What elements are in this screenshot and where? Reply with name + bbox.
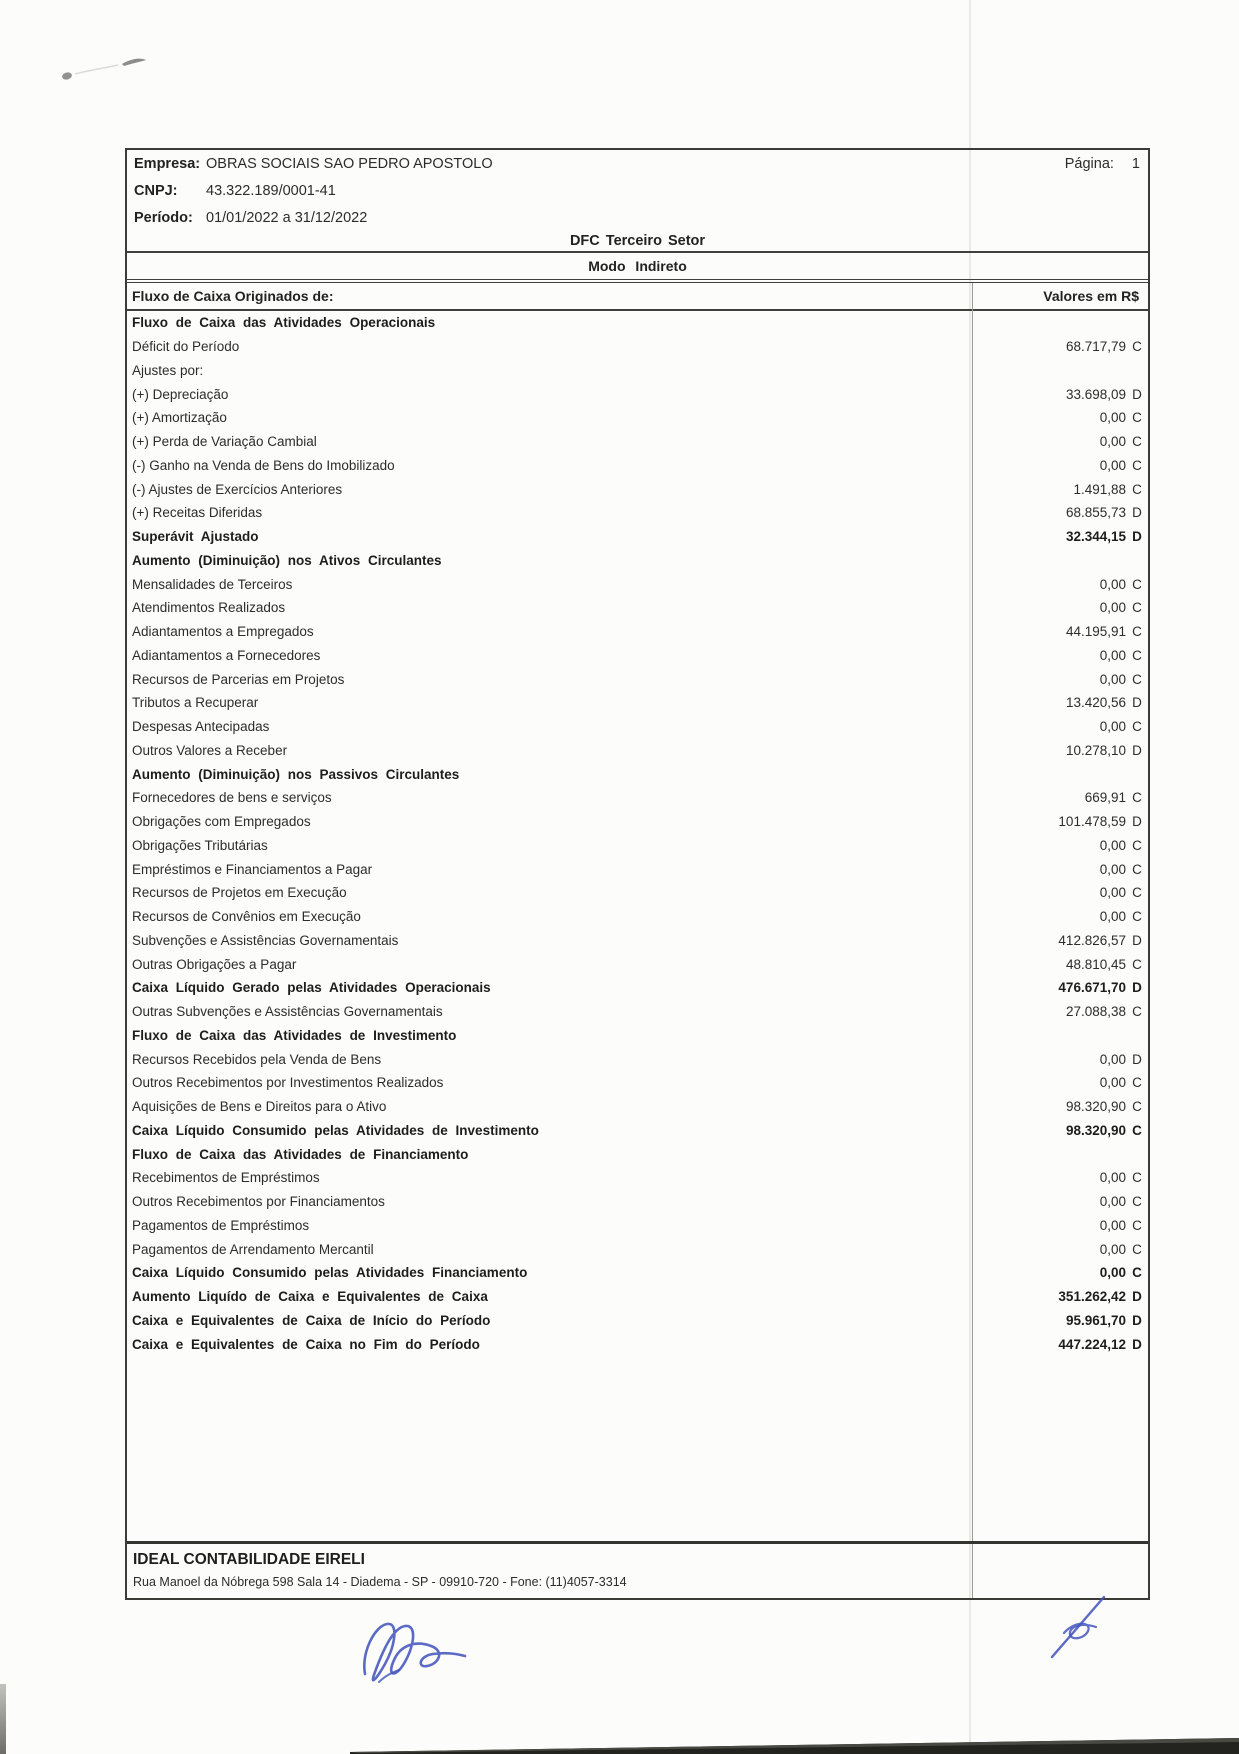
row-debit-credit-flag: C (1132, 1241, 1142, 1257)
table-row (127, 501, 1148, 525)
row-debit-credit-flag: C (1132, 576, 1142, 592)
table-row (127, 786, 1148, 810)
report-title: DFC Terceiro Setor (127, 231, 1148, 253)
row-value: 0,00 (1099, 719, 1126, 735)
value-column-divider (972, 283, 973, 1598)
row-label: Caixa Líquido Consumido pelas Atividades Financiamento (132, 1265, 528, 1281)
table-row (127, 406, 1148, 430)
header-row-periodo (127, 204, 1148, 231)
row-debit-credit-flag: C (1132, 909, 1142, 925)
row-debit-credit-flag: D (1132, 1312, 1142, 1328)
row-debit-credit-flag: C (1132, 481, 1142, 497)
table-row (127, 1309, 1148, 1333)
table-row (127, 549, 1148, 573)
report-box (125, 148, 1150, 1600)
row-debit-credit-flag: C (1132, 434, 1142, 450)
row-debit-credit-flag: C (1132, 1217, 1142, 1233)
row-value: 0,00 (1099, 1075, 1126, 1091)
table-row (127, 525, 1148, 549)
row-label: Recursos Recebidos pela Venda de Bens (132, 1051, 382, 1067)
table-row (127, 762, 1148, 786)
row-debit-credit-flag: D (1132, 1051, 1142, 1067)
row-debit-credit-flag: D (1132, 742, 1142, 758)
row-label: Recursos de Projetos em Execução (132, 885, 347, 901)
row-debit-credit-flag: C (1132, 956, 1142, 972)
row-value: 669,91 (1084, 790, 1126, 806)
row-debit-credit-flag: C (1132, 1122, 1142, 1138)
column-header-left: Fluxo de Caixa Originados de: (132, 288, 334, 304)
row-label: Ajustes por: (132, 362, 204, 378)
row-label: Recursos de Convênios em Execução (132, 909, 361, 925)
row-debit-credit-flag: C (1132, 1194, 1142, 1210)
row-label: (+) Receitas Diferidas (132, 505, 263, 521)
row-value: 27.088,38 (1065, 1004, 1126, 1020)
row-value: 0,00 (1099, 909, 1126, 925)
row-debit-credit-flag: C (1132, 719, 1142, 735)
row-value: 0,00 (1099, 434, 1126, 450)
row-label: Empréstimos e Financiamentos a Pagar (132, 861, 373, 877)
row-label: Fluxo de Caixa das Atividades de Financiamento (132, 1146, 469, 1162)
row-label: Aumento (Diminuição) nos Ativos Circulantes (132, 552, 442, 568)
row-label: Recursos de Parcerias em Projetos (132, 671, 345, 687)
row-value: 98.320,90 (1065, 1099, 1126, 1115)
page-number-label: Página: (1064, 155, 1114, 172)
row-debit-credit-flag: C (1132, 671, 1142, 687)
row-label: Despesas Antecipadas (132, 719, 270, 735)
row-debit-credit-flag: D (1132, 932, 1142, 948)
row-value: 44.195,91 (1065, 624, 1126, 640)
table-column-header (127, 283, 1148, 311)
row-value: 0,00 (1099, 1194, 1126, 1210)
table-row (127, 1024, 1148, 1048)
row-label: Tributos a Recuperar (132, 695, 259, 711)
row-value: 0,00 (1099, 1217, 1126, 1233)
row-value: 0,00 (1099, 671, 1126, 687)
row-label: Caixa e Equivalentes de Caixa no Fim do Período (132, 1336, 480, 1352)
row-debit-credit-flag: D (1132, 1289, 1142, 1305)
row-value: 101.478,59 (1058, 814, 1126, 830)
table-row (127, 881, 1148, 905)
row-label: Superávit Ajustado (132, 529, 259, 545)
row-debit-credit-flag: D (1132, 814, 1142, 830)
row-debit-credit-flag: C (1132, 1004, 1142, 1020)
page-number (1065, 156, 1148, 172)
row-debit-credit-flag: C (1132, 885, 1142, 901)
table-row (127, 477, 1148, 501)
row-debit-credit-flag: D (1132, 529, 1142, 545)
column-header-right: Valores em R$ (1043, 288, 1139, 304)
table-row (127, 620, 1148, 644)
table-row (127, 1000, 1148, 1024)
row-value: 0,00 (1099, 600, 1126, 616)
row-value: 48.810,45 (1065, 956, 1126, 972)
row-label: (+) Depreciação (132, 386, 229, 402)
table-row (127, 335, 1148, 359)
periodo-value: 01/01/2022 a 31/12/2022 (206, 209, 368, 226)
row-value: 95.961,70 (1065, 1312, 1126, 1328)
accountant-address: Rua Manoel da Nóbrega 598 Sala 14 - Diadema - SP - 09910-720 - Fone: (11)4057-3314 (133, 1575, 627, 1589)
row-label: Pagamentos de Empréstimos (132, 1217, 310, 1233)
row-debit-credit-flag: D (1132, 1336, 1142, 1352)
row-value: 0,00 (1099, 647, 1126, 663)
table-row (127, 1332, 1148, 1356)
table-row (127, 691, 1148, 715)
row-value: 68.855,73 (1065, 505, 1126, 521)
row-label: Caixa Líquido Consumido pelas Atividades de Investimento (132, 1122, 539, 1138)
table-row (127, 739, 1148, 763)
row-debit-credit-flag: C (1132, 861, 1142, 877)
row-label: Outras Subvenções e Assistências Governamentais (132, 1004, 443, 1020)
row-debit-credit-flag: C (1132, 647, 1142, 663)
row-value: 0,00 (1099, 410, 1126, 426)
row-label: Obrigações Tributárias (132, 837, 268, 853)
table-row (127, 382, 1148, 406)
row-value: 13.420,56 (1065, 695, 1126, 711)
row-label: (+) Perda de Variação Cambial (132, 434, 317, 450)
table-row (127, 1237, 1148, 1261)
row-debit-credit-flag: C (1132, 624, 1142, 640)
row-value: 98.320,90 (1065, 1122, 1126, 1138)
table-row (127, 1190, 1148, 1214)
row-label: (-) Ajustes de Exercícios Anteriores (132, 481, 343, 497)
row-value: 32.344,15 (1065, 529, 1126, 545)
row-label: Aumento (Diminuição) nos Passivos Circulantes (132, 766, 460, 782)
row-value: 33.698,09 (1065, 386, 1126, 402)
row-debit-credit-flag: D (1132, 980, 1142, 996)
row-label: Outros Recebimentos por Investimentos Realizados (132, 1075, 444, 1091)
table-row (127, 311, 1148, 335)
row-label: Atendimentos Realizados (132, 600, 286, 616)
empresa-label: Empresa: (134, 155, 201, 172)
row-label: Caixa e Equivalentes de Caixa de Início do Período (132, 1312, 491, 1328)
row-label: Pagamentos de Arrendamento Mercantil (132, 1241, 374, 1257)
table-row (127, 1095, 1148, 1119)
row-label: Fornecedores de bens e serviços (132, 790, 332, 806)
row-label: Outros Valores a Receber (132, 742, 288, 758)
row-debit-credit-flag: C (1132, 1099, 1142, 1115)
table-row (127, 1071, 1148, 1095)
table-row (127, 1285, 1148, 1309)
row-label: Caixa Líquido Gerado pelas Atividades Operacionais (132, 980, 491, 996)
table-row (127, 1261, 1148, 1285)
table-row (127, 976, 1148, 1000)
row-label: Aquisições de Bens e Direitos para o Ativo (132, 1099, 387, 1115)
row-label: Mensalidades de Terceiros (132, 576, 293, 592)
table-row (127, 454, 1148, 478)
row-value: 1.491,88 (1073, 481, 1126, 497)
table-row (127, 644, 1148, 668)
table-row (127, 1166, 1148, 1190)
table-row (127, 834, 1148, 858)
row-label: Adiantamentos a Fornecedores (132, 647, 321, 663)
table-row (127, 929, 1148, 953)
scan-bottom-edge-artifact (0, 1734, 1239, 1754)
table-row (127, 572, 1148, 596)
row-debit-credit-flag: C (1132, 410, 1142, 426)
cnpj-value: 43.322.189/0001-41 (206, 182, 336, 199)
row-label: Recebimentos de Empréstimos (132, 1170, 320, 1186)
pencil-marks (40, 30, 190, 110)
row-value: 0,00 (1099, 1051, 1126, 1067)
row-label: Outras Obrigações a Pagar (132, 956, 297, 972)
row-label: Fluxo de Caixa das Atividades Operacionais (132, 315, 436, 331)
cnpj-label: CNPJ: (134, 182, 178, 199)
table-row (127, 596, 1148, 620)
signature-left (335, 1612, 495, 1712)
row-value: 0,00 (1099, 837, 1126, 853)
signature-right (1040, 1585, 1130, 1665)
table-row (127, 430, 1148, 454)
row-value: 476.671,70 (1058, 980, 1126, 996)
table-row (127, 810, 1148, 834)
page-number-value: 1 (1131, 155, 1140, 172)
table-row (127, 359, 1148, 383)
row-debit-credit-flag: D (1132, 505, 1142, 521)
table-row (127, 1047, 1148, 1071)
row-value: 0,00 (1099, 1170, 1126, 1186)
row-debit-credit-flag: C (1132, 1075, 1142, 1091)
row-label: Déficit do Período (132, 339, 240, 355)
row-debit-credit-flag: C (1132, 790, 1142, 806)
row-debit-credit-flag: C (1132, 457, 1142, 473)
table-body (127, 311, 1148, 1356)
row-value: 0,00 (1099, 1241, 1126, 1257)
periodo-label: Período: (134, 209, 193, 226)
row-value: 0,00 (1099, 1265, 1126, 1281)
row-value: 0,00 (1099, 576, 1126, 592)
header-row-empresa (127, 150, 1148, 177)
row-value: 0,00 (1099, 457, 1126, 473)
row-label: Obrigações com Empregados (132, 814, 311, 830)
row-value: 0,00 (1099, 861, 1126, 877)
row-label: Aumento Liquído de Caixa e Equivalentes de Caixa (132, 1289, 488, 1305)
empresa-value: OBRAS SOCIAIS SAO PEDRO APOSTOLO (206, 155, 493, 172)
row-debit-credit-flag: D (1132, 386, 1142, 402)
report-subtitle: Modo Indireto (127, 253, 1148, 283)
table-row (127, 1142, 1148, 1166)
row-debit-credit-flag: C (1132, 600, 1142, 616)
table-row (127, 905, 1148, 929)
table-row (127, 1214, 1148, 1238)
row-debit-credit-flag: D (1132, 695, 1142, 711)
row-label: (-) Ganho na Venda de Bens do Imobilizado (132, 457, 395, 473)
row-value: 10.278,10 (1065, 742, 1126, 758)
row-debit-credit-flag: C (1132, 1265, 1142, 1281)
row-value: 351.262,42 (1058, 1289, 1126, 1305)
table-row (127, 857, 1148, 881)
row-debit-credit-flag: C (1132, 837, 1142, 853)
row-label: Adiantamentos a Empregados (132, 624, 314, 640)
row-value: 412.826,57 (1058, 932, 1126, 948)
row-label: Outros Recebimentos por Financiamentos (132, 1194, 385, 1210)
header-row-cnpj (127, 177, 1148, 204)
accountant-footer (127, 1541, 1148, 1598)
table-row (127, 667, 1148, 691)
table-row (127, 715, 1148, 739)
row-value: 68.717,79 (1065, 339, 1126, 355)
accountant-name: IDEAL CONTABILIDADE EIRELI (133, 1551, 365, 1568)
table-row (127, 1119, 1148, 1143)
row-label: (+) Amortização (132, 410, 227, 426)
row-label: Subvenções e Assistências Governamentais (132, 932, 399, 948)
row-debit-credit-flag: C (1132, 339, 1142, 355)
row-value: 0,00 (1099, 885, 1126, 901)
row-label: Fluxo de Caixa das Atividades de Investimento (132, 1027, 457, 1043)
row-debit-credit-flag: C (1132, 1170, 1142, 1186)
table-row (127, 952, 1148, 976)
row-value: 447.224,12 (1058, 1336, 1126, 1352)
